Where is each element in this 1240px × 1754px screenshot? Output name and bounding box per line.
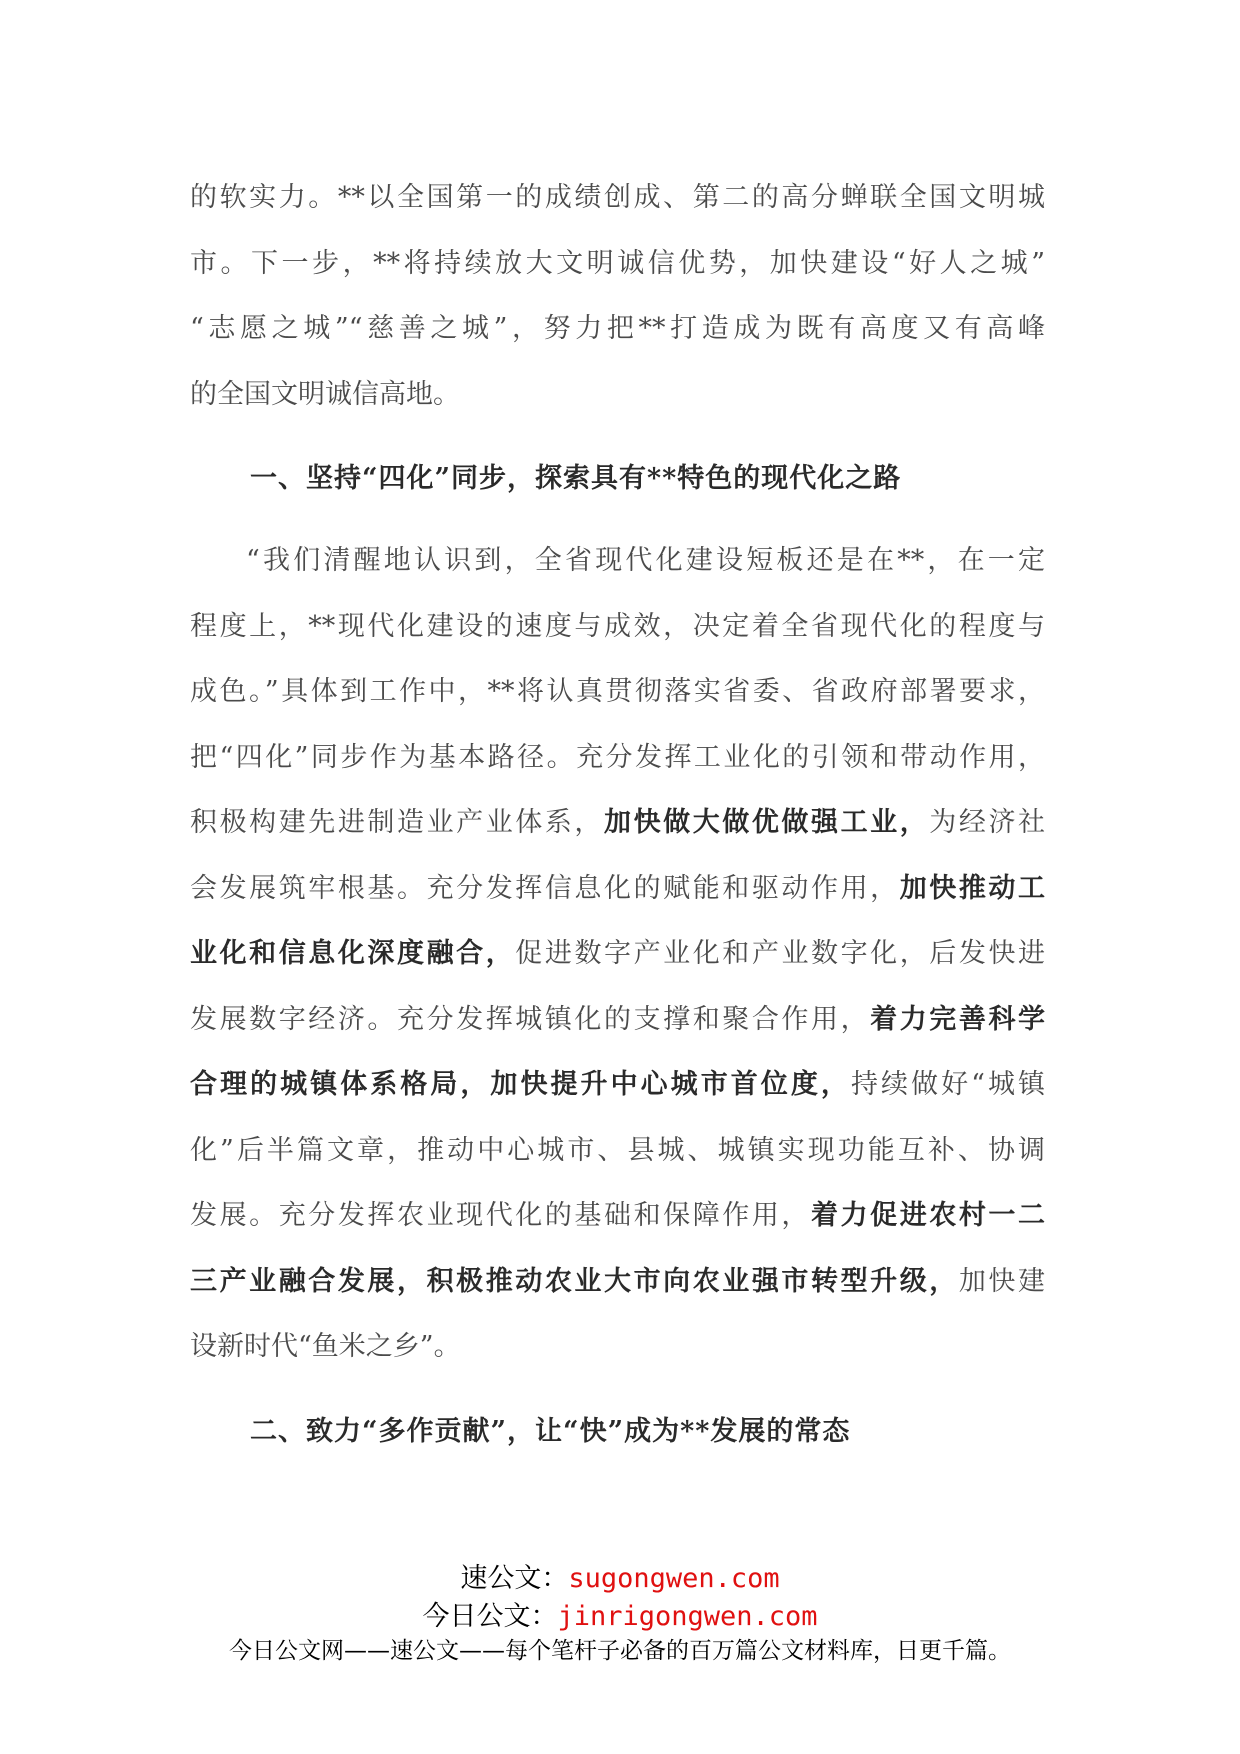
text-segment: 程度上，**现代化建设的速度与成效，决定着全省现代化的程度与: [190, 610, 1045, 642]
bold-text: 加快做大做优做强工业，: [604, 807, 930, 838]
text-line: [190, 528, 1045, 594]
bold-text: 着力完善科学: [870, 1003, 1046, 1035]
text-segment: 市。下一步，**将持续放大文明诚信优势，加快建设“好人之城”: [190, 247, 1045, 279]
text-segment: 加快建: [958, 1265, 1046, 1297]
text-line: [190, 594, 1045, 660]
bold-text: 三产业融合发展，积极推动农业大市向农业强市转型升级，: [190, 1265, 959, 1297]
footer-tagline: 今日公文网——速公文——每个笔杆子必备的百万篇公文材料库，日更千篇。: [229, 1638, 1011, 1664]
section-heading-2: 二、致力“多作贡献”，让“快”成为**发展的常态: [250, 1416, 851, 1447]
text-line: [190, 1183, 1045, 1249]
text-line: [190, 790, 1045, 856]
text-segment: “志愿之城”“慈善之城”，努力把**打造成为既有高度又有高峰: [190, 313, 1045, 344]
text-segment: 设新时代“鱼米之乡”。: [190, 1331, 461, 1362]
text-segment: 持续做好“城镇: [850, 1069, 1045, 1100]
text-segment: 化”后半篇文章，推动中心城市、县城、城镇实现功能互补、协调: [190, 1134, 1045, 1166]
text-segment: 促进数字产业化和产业数字化，后发快进: [515, 938, 1046, 969]
text-segment: 为经济社: [929, 807, 1046, 838]
text-line: [190, 725, 1045, 791]
text-segment: 发展。充分发挥农业现代化的基础和保障作用，: [190, 1200, 811, 1231]
text-line: [190, 1249, 1045, 1315]
footer-line-sugongwen: [0, 1556, 1240, 1595]
text-segment: 积极构建先进制造业产业体系，: [190, 807, 604, 838]
text-line: [190, 165, 1045, 231]
bold-text: 着力促进农村一二: [811, 1200, 1045, 1231]
bold-text: 业化和信息化深度融合，: [190, 938, 516, 969]
footer-link-jinrigongwen[interactable]: jinrigongwen.com: [557, 1601, 818, 1632]
footer-label-1: 速公文：: [460, 1563, 569, 1594]
section-1-paragraph: [190, 528, 1045, 1380]
text-line: [190, 1052, 1045, 1118]
text-segment: “我们清醒地认识到，全省现代化建设短板还是在**，在一定: [246, 545, 1045, 576]
text-segment: 发展数字经济。充分发挥城镇化的支撑和聚合作用，: [190, 1003, 871, 1035]
text-segment: 的全国文明诚信高地。: [190, 378, 460, 410]
section-heading-1: 一、坚持“四化”同步，探索具有**特色的现代化之路: [250, 463, 902, 494]
text-line: [190, 987, 1045, 1053]
text-segment: 的软实力。**以全国第一的成绩创成、第二的高分蝉联全国文明城: [190, 182, 1045, 213]
text-segment: 会发展筑牢根基。充分发挥信息化的赋能和驱动作用，: [190, 872, 900, 904]
footer-link-sugongwen[interactable]: sugongwen.com: [568, 1563, 780, 1594]
text-line: [190, 659, 1045, 725]
text-line: [190, 296, 1045, 362]
bold-text: 合理的城镇体系格局，加快提升中心城市首位度，: [190, 1069, 851, 1100]
text-line: [190, 1314, 1045, 1380]
text-line: [190, 362, 1045, 428]
bold-text: 加快推动工: [899, 872, 1046, 904]
footer-label-2: 今日公文：: [422, 1601, 558, 1632]
text-line: [190, 1118, 1045, 1184]
text-segment: 把“四化”同步作为基本路径。充分发挥工业化的引领和带动作用，: [190, 741, 1045, 773]
footer-line-jinrigongwen: [0, 1594, 1240, 1633]
text-line: [190, 231, 1045, 297]
text-line: [190, 856, 1045, 922]
intro-paragraph: [190, 165, 1045, 427]
text-line: [190, 921, 1045, 987]
text-segment: 成色。”具体到工作中，**将认真贯彻落实省委、省政府部署要求，: [190, 676, 1045, 707]
